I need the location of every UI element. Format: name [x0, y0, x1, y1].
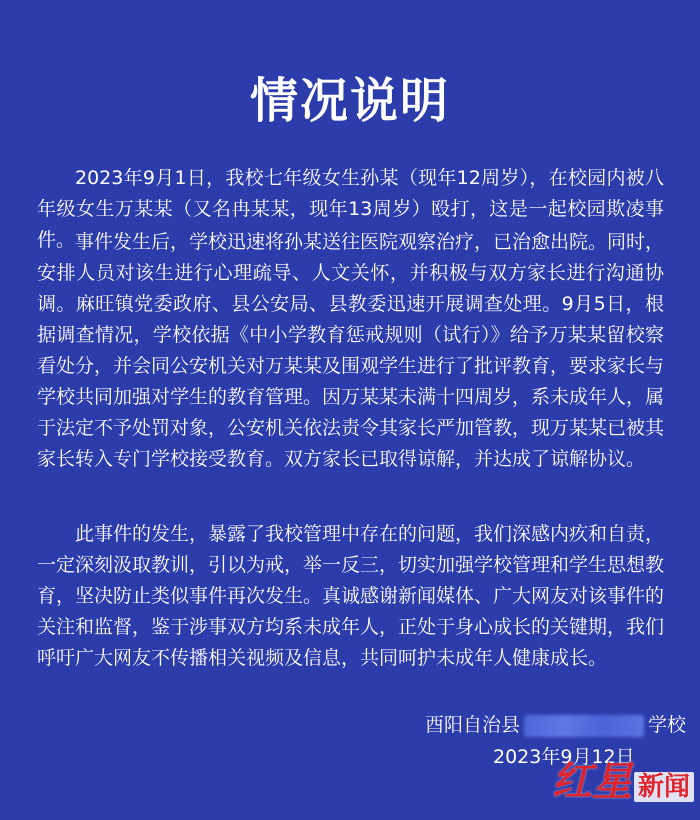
logo-brand-news: 新闻 — [634, 772, 694, 802]
signature-school — [425, 710, 686, 737]
signature-school-suffix: 学校 — [648, 714, 687, 736]
paragraph-1: 2023年9月1日，我校七年级女生孙某（现年12周岁），在校园内被八年级女生万某某（又名冉某某，现年13周岁）殴打，这是一起校园欺凌事件。 — [37, 167, 664, 251]
signature-school-prefix: 酉阳自治县 — [425, 714, 521, 736]
signature-date: 2023年9月12日 — [493, 746, 635, 768]
red-star-news-logo — [551, 758, 694, 805]
logo-brand-red: 红星 — [551, 758, 632, 805]
redacted-name-mask — [524, 715, 644, 737]
paragraph-3: 此事件的发生，暴露了我校管理中存在的问题，我们深感内疚和自责，一定深刻汲取教训，引以为戒，举一反三，切实加强学校管理和学生思想教育，坚决防止类似事件再次发生。真诚感谢新闻媒体、广大网友对该事件的关注和监督，鉴于涉事双方均系未成年人，正处于身心成长的关键期，我们呼吁广大网友不传播相关视频及信息，共同呵护未成年人健康成长。 — [37, 523, 665, 669]
document-title: 情况说明 — [249, 73, 450, 129]
paragraph-2: 事件发生后，学校迅速将孙某送往医院观察治疗，已治愈出院。同时，安排人员对该生进行心理疏导、人文关怀，并积极与双方家长进行沟通协调。麻旺镇党委政府、县公安局、县教委迅速开展调查处理。9月5日，根据调查情况，学校依据《中小学教育惩戒规则（试行）》给予万某某留校察看处分，并会同公安机关对万某某及围观学生进行了批评教育，要求家长与学校共同加强对学生的教育管理。因万某某未满十四周岁，系未成年人，属于法定不予处罚对象，公安机关依法责令其家长严加管教，现万某某已被其家长转入专门学校接受教育。双方家长已取得谅解，并达成了谅解协议。 — [37, 231, 665, 470]
